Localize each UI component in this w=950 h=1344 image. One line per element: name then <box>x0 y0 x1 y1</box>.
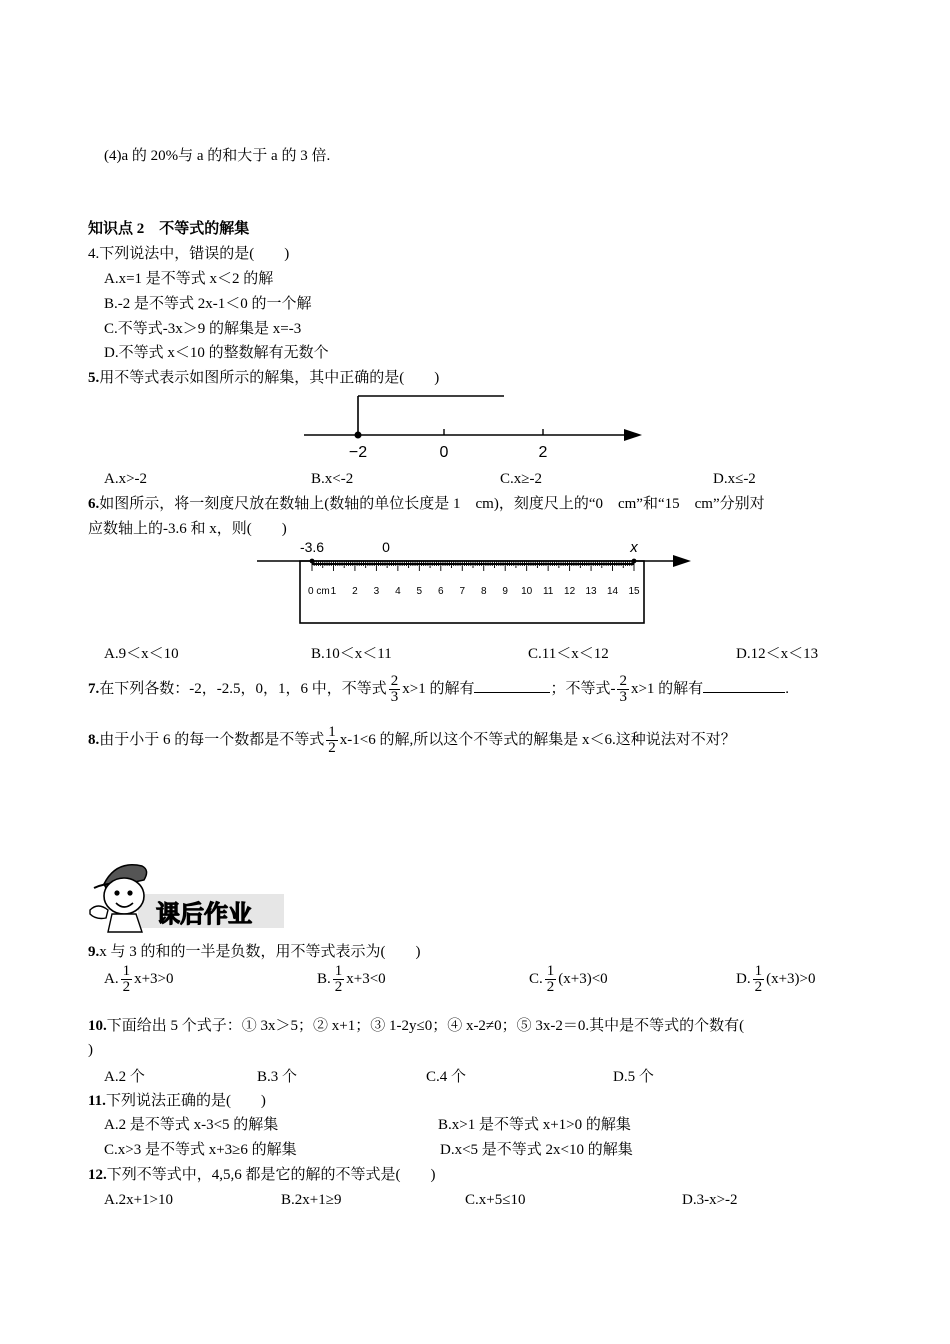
q7-text-2: x>1 的解有 <box>402 681 475 697</box>
logo-title: 课后作业 <box>156 900 252 928</box>
q9-c-num: 1 <box>546 963 555 980</box>
q8-frac-den: 2 <box>328 740 336 757</box>
q4-option-b: B.-2 是不等式 2x-1＜0 的一个解 <box>104 296 312 312</box>
section-title: 知识点 2 不等式的解集 <box>88 221 250 237</box>
q9-a-rest: x+3>0 <box>134 971 174 987</box>
homework-logo <box>86 858 286 934</box>
q8-text-1: 由于小于 6 的每一个数都是不等式 <box>99 732 325 748</box>
q8 <box>88 723 736 757</box>
q12-option-b: B.2x+1≥9 <box>281 1192 342 1208</box>
q9-b-rest: x+3<0 <box>346 971 386 987</box>
q10-number: 10. <box>88 1018 107 1034</box>
q4-stem <box>88 244 289 264</box>
ruler-label-13: 13 <box>585 586 597 597</box>
q5-solid-dot <box>355 432 362 439</box>
q5-option-a: A.x>-2 <box>104 471 148 487</box>
q10-option-d: D.5 个 <box>613 1069 654 1085</box>
q6-stem-line1 <box>88 494 765 514</box>
q5-stem <box>88 368 439 388</box>
q4-text: 下列说法中，错误的是( ) <box>99 246 290 262</box>
q12-text: 下列不等式中，4,5,6 都是它的解的不等式是( ) <box>106 1167 436 1183</box>
q9-d-num: 1 <box>754 963 763 980</box>
q8-fraction <box>326 725 338 756</box>
q4-option-d: D.不等式 x＜10 的整数解有无数个 <box>104 345 329 361</box>
q6-label-x: x <box>630 539 638 556</box>
q12-stem <box>88 1165 436 1185</box>
q10-option-a: A.2 个 <box>104 1069 145 1085</box>
q6-option-a: A.9＜x＜10 <box>104 646 179 662</box>
q10-option-c: C.4 个 <box>426 1069 467 1085</box>
q7-frac2-num: 2 <box>619 673 627 690</box>
q9-b-num: 1 <box>334 963 343 980</box>
q9-d-rest: (x+3)>0 <box>766 971 816 987</box>
q10-option-b: B.3 个 <box>257 1069 298 1085</box>
q9-d-fraction <box>753 964 765 995</box>
q5-axis-arrow <box>624 429 642 441</box>
q7-end: . <box>785 681 789 697</box>
q4-number: 4. <box>88 246 100 262</box>
q7-frac2-den: 3 <box>619 689 627 706</box>
q10-stem <box>88 1016 744 1036</box>
q6-label-0: 0 <box>382 539 390 555</box>
q9-option-b <box>317 962 386 996</box>
ruler-end-dot <box>632 559 637 564</box>
q9-b-den: 2 <box>334 979 343 996</box>
ruler-label-6: 6 <box>438 586 444 597</box>
ruler-label-7: 7 <box>459 586 466 597</box>
q5-label-0: 0 <box>439 444 449 461</box>
ruler-label-5: 5 <box>416 586 423 597</box>
q9-b-fraction <box>333 964 345 995</box>
q11-option-b: B.x>1 是不等式 x+1>0 的解集 <box>438 1117 631 1133</box>
q7-answer-blank-1[interactable] <box>474 678 550 693</box>
q9-text: x 与 3 的和的一半是负数，用不等式表示为( ) <box>99 944 421 960</box>
q7-answer-blank-2[interactable] <box>703 678 785 693</box>
q5-number: 5. <box>88 370 100 386</box>
q5-label-neg2: −2 <box>348 444 368 461</box>
ruler-label-4: 4 <box>395 586 401 597</box>
face-icon <box>104 878 144 914</box>
q5-label-2: 2 <box>538 444 548 461</box>
q9-a-fraction <box>121 964 133 995</box>
q6-ruler-numbers <box>308 586 640 597</box>
ruler-label-3: 3 <box>373 586 380 597</box>
q7-fraction-2 <box>617 674 629 705</box>
q9-d-letter: D. <box>736 971 751 987</box>
q6-number: 6. <box>88 496 100 512</box>
q4-option-a: A.x=1 是不等式 x＜2 的解 <box>104 271 274 287</box>
q7-number: 7. <box>88 681 100 697</box>
q9-option-a <box>104 962 174 996</box>
q10-stem-end: ) <box>88 1042 93 1058</box>
ruler-start-dot <box>310 559 315 564</box>
q11-option-c: C.x>3 是不等式 x+3≥6 的解集 <box>104 1142 297 1158</box>
q7-frac1-den: 3 <box>390 689 399 706</box>
body-icon <box>108 914 142 932</box>
q5-option-d: D.x≤-2 <box>713 471 756 487</box>
q9-c-den: 2 <box>546 979 555 996</box>
q6-option-b: B.10＜x＜11 <box>311 646 392 662</box>
q11-text: 下列说法正确的是( ) <box>105 1093 266 1109</box>
ruler-label-12: 12 <box>564 586 576 597</box>
ruler-label-10: 10 <box>521 586 533 597</box>
q8-text-2: x-1<6 的解,所以这个不等式的解集是 x＜6.这种说法对不对？ <box>339 732 736 748</box>
q9-number: 9. <box>88 944 100 960</box>
q9-c-letter: C. <box>529 971 543 987</box>
ruler-label-1: 1 <box>330 586 337 597</box>
q9-c-rest: (x+3)<0 <box>558 971 608 987</box>
q11-option-d: D.x<5 是不等式 2x<10 的解集 <box>440 1142 633 1158</box>
q8-frac-num: 1 <box>328 724 336 741</box>
ruler-label-11: 11 <box>542 586 554 597</box>
q11-option-a: A.2 是不等式 x-3<5 的解集 <box>104 1117 279 1133</box>
q12-option-c: C.x+5≤10 <box>465 1192 526 1208</box>
ruler-label-14: 14 <box>606 586 619 597</box>
q4-option-c: C.不等式-3x＞9 的解集是 x=-3 <box>104 321 302 337</box>
q9-option-d <box>736 962 816 996</box>
q9-d-den: 2 <box>754 979 763 996</box>
q11-stem <box>88 1091 266 1111</box>
q6-text-1: 如图所示，将一刻度尺放在数轴上(数轴的单位长度是 1 cm)，刻度尺上的“0 cm”和“15 cm”分别对 <box>99 496 765 512</box>
ruler-label-0cm: 0 cm <box>308 586 330 597</box>
q5-option-c: C.x≥-2 <box>500 471 542 487</box>
q9-a-num: 1 <box>122 963 131 980</box>
q5-option-b: B.x<-2 <box>311 471 354 487</box>
q9-b-letter: B. <box>317 971 331 987</box>
q7-fraction-1 <box>389 674 401 705</box>
q6-option-c: C.11＜x＜12 <box>528 646 609 662</box>
q12-number: 12. <box>88 1167 107 1183</box>
q7-text-3: ；不等式- <box>550 681 616 697</box>
q9-a-letter: A. <box>104 971 119 987</box>
q9-c-fraction <box>545 964 557 995</box>
q9-a-den: 2 <box>122 979 131 996</box>
q12-option-a: A.2x+1>10 <box>104 1192 174 1208</box>
q6-stem-line2: 应数轴上的-3.6 和 x，则( ) <box>88 521 287 537</box>
q6-axis-arrow <box>673 555 691 567</box>
q5-number-line <box>296 390 648 464</box>
q6-option-d: D.12＜x＜13 <box>736 646 819 662</box>
q7-frac1-num: 2 <box>390 673 399 690</box>
q11-number: 11. <box>88 1093 106 1109</box>
thumb-up-icon <box>90 906 108 919</box>
q6-label-neg36: -3.6 <box>299 539 325 555</box>
ruler-label-15: 15 <box>628 586 640 597</box>
q12-option-d: D.3-x>-2 <box>682 1192 738 1208</box>
q3-item-4: (4)a 的 20%与 a 的和大于 a 的 3 倍. <box>104 148 331 164</box>
q10-text: 下面给出 5 个式子：① 3x＞5；② x+1；③ 1-2y≤0；④ x-2≠0；⑤ 3x-2＝0.其中是不等式的个数有( <box>106 1018 745 1034</box>
q7 <box>88 672 789 706</box>
ruler-label-8: 8 <box>480 586 487 597</box>
q9-option-c <box>529 962 608 996</box>
q9-stem <box>88 942 421 962</box>
q5-text: 用不等式表示如图所示的解集，其中正确的是( ) <box>99 370 440 386</box>
ruler-label-9: 9 <box>502 586 508 597</box>
q8-number: 8. <box>88 732 100 748</box>
q7-text-1: 在下列各数：-2，-2.5，0，1，6 中，不等式 <box>99 681 387 697</box>
ruler-label-2: 2 <box>352 586 358 597</box>
q7-text-4: x>1 的解有 <box>630 681 704 697</box>
q6-ruler-figure <box>255 536 697 628</box>
